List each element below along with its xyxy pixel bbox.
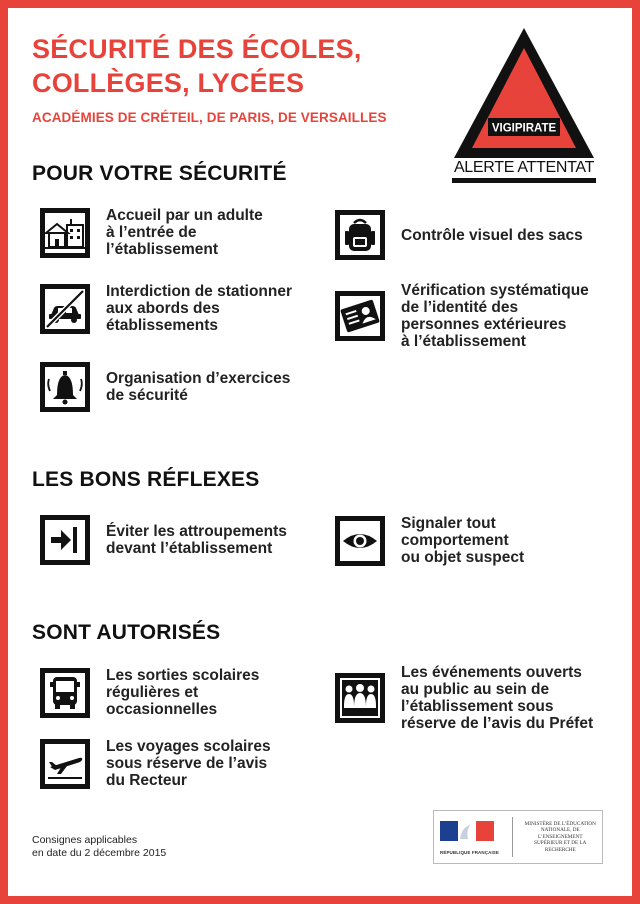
- alerte-attentat: ALERTE ATTENTAT: [453, 159, 595, 176]
- item-sorties: [40, 667, 326, 718]
- section-title-securite: POUR VOTRE SÉCURITÉ: [32, 162, 287, 185]
- item-label: Les événements ouverts au public au sein de l’établissement sous réserve de l’avis du Préfet: [401, 664, 594, 732]
- item-label: Contrôle visuel des sacs: [401, 226, 583, 244]
- title-line-2: COLLÈGES, LYCÉES: [32, 68, 305, 98]
- crowd-icon: [335, 673, 385, 723]
- item-signaler: [335, 515, 621, 566]
- item-label: Les voyages scolaires sous réserve de l’avis du Recteur: [106, 738, 271, 789]
- subtitle-academies: ACADÉMIES DE CRÉTEIL, DE PARIS, DE VERSAILLES: [32, 110, 387, 125]
- vigipirate-badge: VIGIPIRATE: [491, 122, 557, 135]
- item-sacs: [335, 210, 621, 260]
- footer-note: Consignes applicables en date du 2 décembre 2015: [32, 834, 167, 859]
- item-label: Organisation d’exercices de sécurité: [106, 370, 291, 404]
- item-label: Interdiction de stationner aux abords des établissements: [106, 283, 293, 334]
- title-line-1: SÉCURITÉ DES ÉCOLES,: [32, 34, 362, 64]
- item-label: Signaler tout comportement ou objet suspect: [401, 515, 525, 566]
- ministere-name: MINISTÈRE DE L’ÉDUCATION NATIONALE, DE L’ENSEIGNEMENT SUPÉRIEUR ET DE LA RECHERCHE: [524, 820, 596, 853]
- page-title: [32, 32, 362, 100]
- item-attroupements: [40, 515, 326, 565]
- item-label: Éviter les attroupements devant l’établissement: [106, 523, 287, 557]
- eye-icon: [335, 516, 385, 566]
- item-label: Les sorties scolaires régulières et occasionnelles: [106, 667, 260, 718]
- section-title-reflexes: LES BONS RÉFLEXES: [32, 468, 260, 491]
- section-title-autorises: SONT AUTORISÉS: [32, 621, 221, 644]
- logo-divider: [512, 817, 513, 857]
- enter-arrow-icon: [40, 515, 90, 565]
- no-parking-car-icon: [40, 284, 90, 334]
- backpack-icon: [335, 210, 385, 260]
- item-evenements: [335, 664, 631, 732]
- item-voyages: [40, 738, 326, 789]
- airplane-icon: [40, 739, 90, 789]
- vigipirate-logo: [448, 14, 600, 186]
- bus-icon: [40, 668, 90, 718]
- item-label: Accueil par un adulte à l’entrée de l’établissement: [106, 207, 263, 258]
- id-card-icon: [335, 291, 385, 341]
- item-exercices: [40, 362, 326, 412]
- item-identite: [335, 282, 631, 350]
- republique-francaise: RÉPUBLIQUE FRANÇAISE: [440, 850, 500, 855]
- ministere-logo: [433, 810, 603, 864]
- item-stationnement: [40, 283, 326, 334]
- item-label: Vérification systématique de l’identité des personnes extérieures à l’établissement: [401, 282, 589, 350]
- item-accueil: [40, 207, 306, 258]
- marianne-logo: [434, 819, 506, 855]
- french-flag-icon: [440, 819, 496, 843]
- bell-icon: [40, 362, 90, 412]
- school-building-icon: [40, 208, 90, 258]
